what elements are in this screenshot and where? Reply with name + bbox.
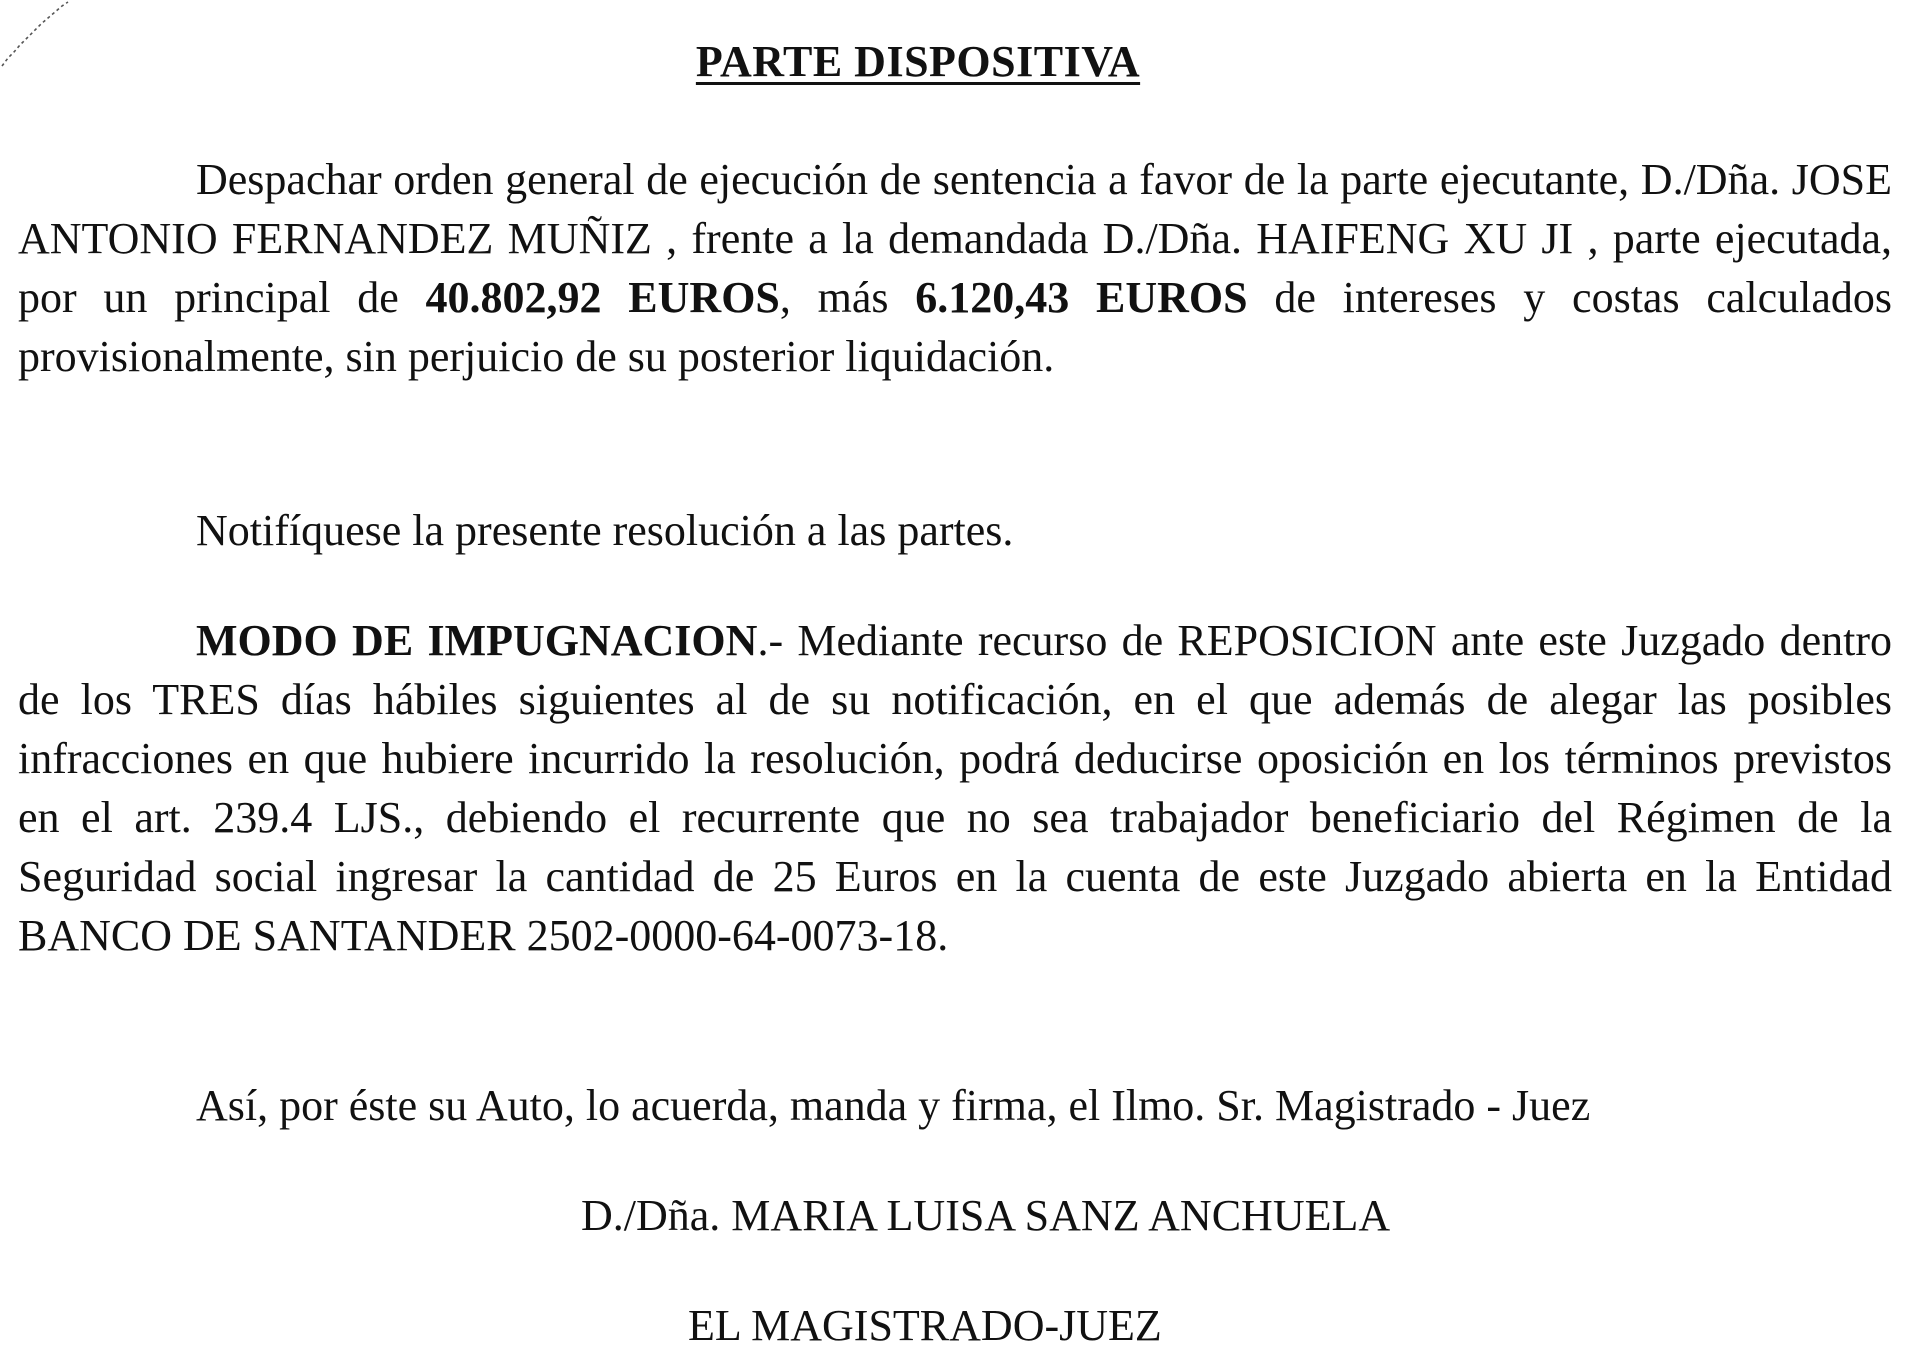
signatory-name: D./Dña. MARIA LUISA SANZ ANCHUELA <box>581 1191 1391 1240</box>
interest-amount: 6.120,43 EUROS <box>915 273 1248 322</box>
paragraph-notification: Notifíquese la presente resolución a las partes. <box>196 506 1014 555</box>
section-heading: PARTE DISPOSITIVA <box>695 37 1141 86</box>
principal-amount: 40.802,92 EUROS <box>425 273 780 322</box>
appeal-method-text: .- Mediante recurso de REPOSICION ante este Juzgado dentro de los TRES días hábiles siguientes al de su notificación, en el que además de alegar las posibles infracciones en que hubiere incurrido la resolución, podrá deducirse oposición en los términos previstos en el art. 239.4 LJS., debiendo el recurrente que no sea trabajador beneficiario del Régimen de la Seguridad social ingresar la cantidad de 25 Euros en la cuenta de este Juzgado abierta en la Entidad BANCO DE SANTANDER 2502-0000-64-0073-18. <box>18 616 1892 960</box>
paragraph-appeal-method <box>18 611 1892 965</box>
execution-order-text-1: Despachar orden general de ejecución de sentencia a favor de la parte ejecutante, D./Dña. JOSE ANTONIO FERNANDEZ MUÑIZ , frente a la demandada D./Dña. HAIFENG XU JI , parte ejecutada, por un principal de <box>18 155 1892 322</box>
paragraph-execution-order <box>18 150 1892 386</box>
appeal-method-label: MODO DE IMPUGNACION <box>196 616 758 665</box>
paragraph-closing: Así, por éste su Auto, lo acuerda, manda y firma, el Ilmo. Sr. Magistrado - Juez <box>196 1081 1591 1130</box>
document-page <box>18 0 1896 1368</box>
execution-order-text-2: , más <box>779 273 916 322</box>
execution-order-text-3: de intereses y costas calculados provisionalmente, sin perjuicio de su posterior liquidación. <box>18 273 1893 381</box>
signatory-title: EL MAGISTRADO-JUEZ <box>688 1301 1162 1350</box>
